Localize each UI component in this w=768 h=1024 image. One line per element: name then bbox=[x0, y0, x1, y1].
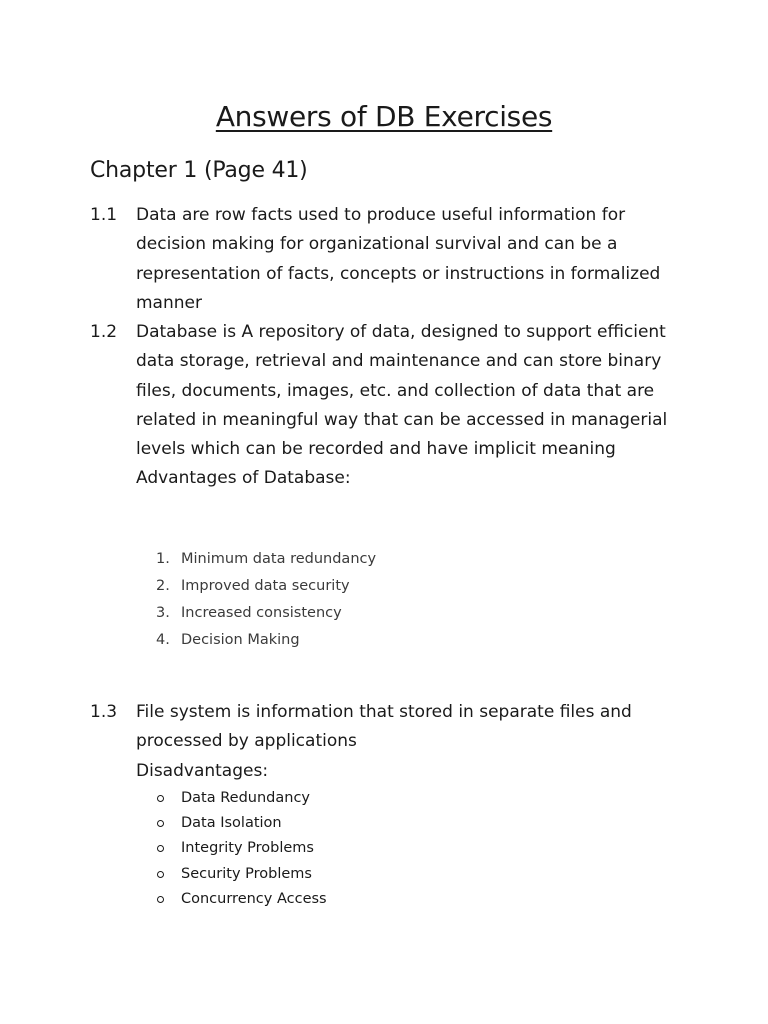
answer-paragraph: File system is information that stored in separate files and processed by applications bbox=[136, 702, 632, 752]
list-item-text: Data Isolation bbox=[181, 815, 282, 832]
disadvantages-heading: Disadvantages: bbox=[136, 760, 269, 781]
list-item bbox=[157, 786, 327, 811]
list-item bbox=[156, 627, 376, 654]
list-item bbox=[157, 862, 327, 887]
list-item bbox=[156, 546, 376, 573]
answer-number: 1.3 bbox=[90, 702, 118, 722]
list-item bbox=[156, 573, 376, 600]
answer-text bbox=[136, 698, 696, 786]
list-item-text: Minimum data redundancy bbox=[181, 551, 377, 567]
hollow-bullet-icon bbox=[157, 871, 164, 878]
chapter-heading: Chapter 1 (Page 41) bbox=[90, 158, 308, 183]
list-item-text: Concurrency Access bbox=[181, 890, 327, 907]
answer-text bbox=[136, 318, 696, 494]
list-marker: 4. bbox=[156, 632, 170, 648]
list-item bbox=[156, 600, 376, 627]
answer-paragraph: Data are row facts used to produce useful information for decision making for organizational survival and can be a representation of facts, concepts or instructions in formalized manner bbox=[136, 205, 661, 313]
hollow-bullet-icon bbox=[157, 845, 164, 852]
disadvantages-list bbox=[157, 786, 327, 912]
advantages-list bbox=[156, 546, 376, 654]
list-marker: 2. bbox=[156, 578, 170, 594]
list-item bbox=[157, 836, 327, 861]
answer-text bbox=[136, 201, 696, 318]
hollow-bullet-icon bbox=[157, 795, 164, 802]
list-marker: 3. bbox=[156, 605, 170, 621]
document-title: Answers of DB Exercises bbox=[215, 100, 553, 133]
list-item-text: Integrity Problems bbox=[181, 840, 314, 857]
hollow-bullet-icon bbox=[157, 820, 164, 827]
answer-number: 1.1 bbox=[90, 205, 118, 225]
list-item-text: Data Redundancy bbox=[181, 790, 310, 806]
list-item bbox=[157, 887, 327, 912]
list-item-text: Security Problems bbox=[181, 865, 312, 882]
list-marker: 1. bbox=[156, 551, 170, 567]
list-item-text: Increased consistency bbox=[181, 605, 342, 621]
list-item bbox=[157, 811, 327, 836]
answer-number: 1.2 bbox=[90, 322, 118, 342]
advantages-heading: Advantages of Database: bbox=[136, 468, 351, 489]
answer-paragraph: Database is A repository of data, designed to support efficient data storage, retrieval and maintenance and can store binary files, documents, images, etc. and collection of data that are related in meaningful way that can be accessed in managerial levels which can be recorded and have implicit meaning bbox=[136, 322, 668, 460]
list-item-text: Decision Making bbox=[181, 632, 300, 648]
hollow-bullet-icon bbox=[157, 896, 164, 903]
list-item-text: Improved data security bbox=[181, 578, 350, 594]
